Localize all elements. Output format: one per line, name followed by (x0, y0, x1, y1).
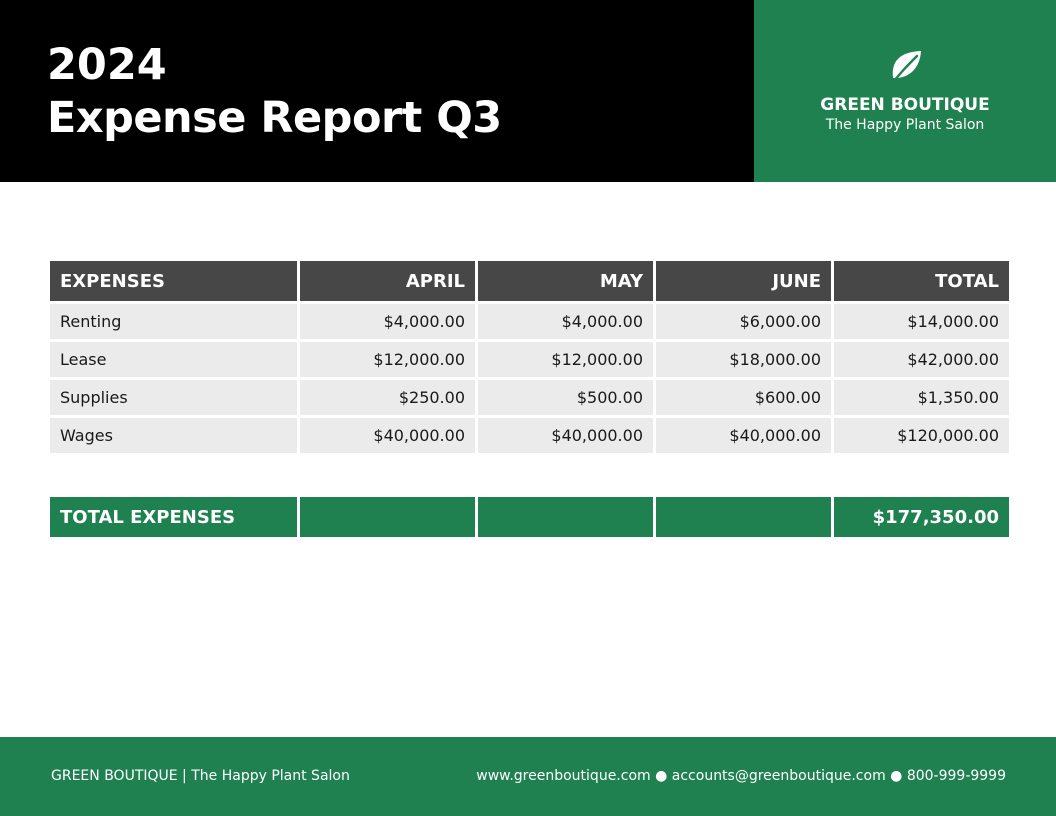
may-value: $4,000.00 (478, 304, 653, 339)
expense-category: Renting (50, 304, 297, 339)
table-row (50, 342, 1009, 377)
total-expenses-value: $177,350.00 (834, 497, 1009, 537)
header-banner (0, 0, 754, 182)
total-expenses-label: TOTAL EXPENSES (50, 497, 297, 537)
row-total-value: $14,000.00 (834, 304, 1009, 339)
april-value: $12,000.00 (300, 342, 475, 377)
column-header-may: MAY (478, 261, 653, 301)
row-total-value: $1,350.00 (834, 380, 1009, 415)
brand-panel (754, 0, 1056, 182)
june-value: $18,000.00 (656, 342, 831, 377)
footer-brand-text: GREEN BOUTIQUE | The Happy Plant Salon (51, 768, 350, 784)
june-value: $6,000.00 (656, 304, 831, 339)
brand-name: GREEN BOUTIQUE (820, 95, 990, 115)
may-value: $40,000.00 (478, 418, 653, 453)
column-header-expenses: EXPENSES (50, 261, 297, 301)
column-header-total: TOTAL (834, 261, 1009, 301)
table-row (50, 418, 1009, 453)
footer-bar (0, 737, 1056, 816)
row-total-value: $42,000.00 (834, 342, 1009, 377)
may-value: $500.00 (478, 380, 653, 415)
june-value: $600.00 (656, 380, 831, 415)
total-expenses-row (47, 494, 1012, 540)
report-year: 2024 (47, 40, 167, 90)
footer-contact-text: www.greenboutique.com ● accounts@greenboutique.com ● 800-999-9999 (476, 768, 1006, 784)
april-value: $250.00 (300, 380, 475, 415)
column-header-april: APRIL (300, 261, 475, 301)
table-row (50, 380, 1009, 415)
total-empty-cell (656, 497, 831, 537)
brand-tagline: The Happy Plant Salon (825, 117, 985, 133)
total-row (50, 497, 1009, 537)
table-header-row (50, 261, 1009, 301)
april-value: $40,000.00 (300, 418, 475, 453)
june-value: $40,000.00 (656, 418, 831, 453)
april-value: $4,000.00 (300, 304, 475, 339)
total-empty-cell (478, 497, 653, 537)
row-total-value: $120,000.00 (834, 418, 1009, 453)
page-title: Expense Report Q3 (47, 93, 502, 143)
expense-category: Lease (50, 342, 297, 377)
total-empty-cell (300, 497, 475, 537)
leaf-icon (888, 49, 924, 87)
expense-table (47, 258, 1012, 456)
expense-category: Supplies (50, 380, 297, 415)
column-header-june: JUNE (656, 261, 831, 301)
may-value: $12,000.00 (478, 342, 653, 377)
expense-category: Wages (50, 418, 297, 453)
table-row (50, 304, 1009, 339)
